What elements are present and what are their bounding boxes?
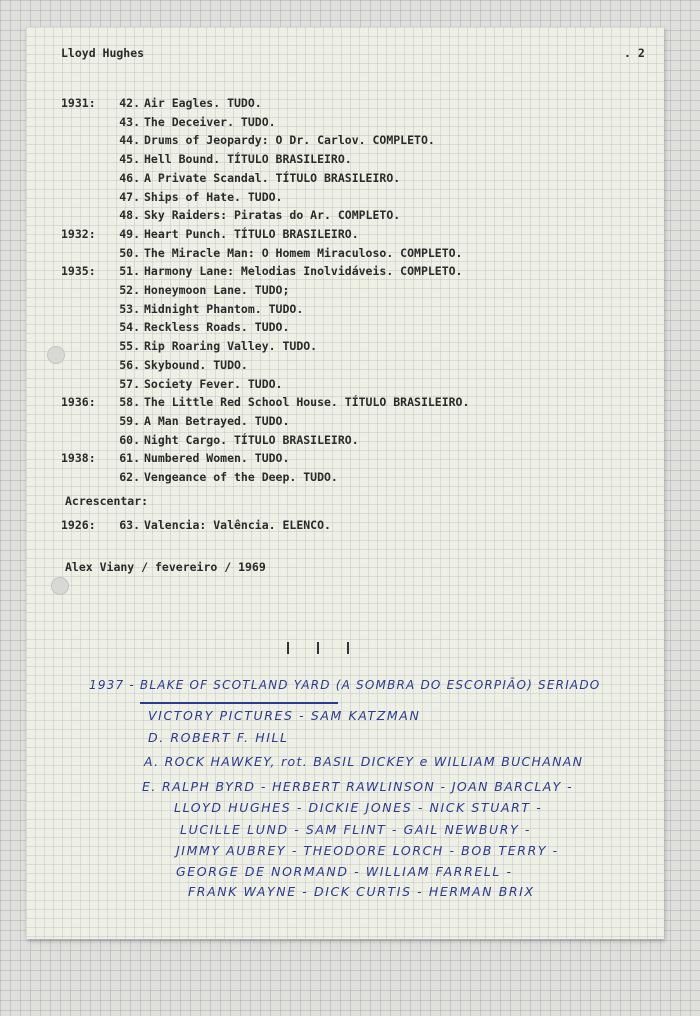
header-name: Lloyd Hughes xyxy=(61,46,145,60)
entry-number: 45. xyxy=(119,152,140,167)
entry-number: 43. xyxy=(119,114,140,129)
entry-title: The Miracle Man: O Homem Miraculoso. COMPLETO. xyxy=(144,245,463,260)
entry-title: Harmony Lane: Melodias Inolvidáveis. COMPLETO. xyxy=(144,264,463,279)
entry-title: Honeymoon Lane. TUDO; xyxy=(144,283,290,297)
page-number: . 2 xyxy=(624,46,645,60)
addendum-year: 1926: xyxy=(61,518,96,532)
punch-hole xyxy=(47,346,65,364)
entry-title: Air Eagles. TUDO. xyxy=(144,96,262,110)
handwritten-title: 1937 - BLAKE OF SCOTLAND YARD (A SOMBRA DO ESCORPIÃO) SERIADO xyxy=(89,678,601,692)
handwritten-cast: JIMMY AUBREY - THEODORE LORCH - BOB TERRY - xyxy=(176,843,559,858)
entry-number: 48. xyxy=(119,208,140,223)
entry-number: 52. xyxy=(119,283,140,297)
entry-title: Society Fever. TUDO. xyxy=(144,376,283,391)
entry-year: 1932: xyxy=(61,226,96,241)
entry-number: 59. xyxy=(119,413,140,428)
tick-mark xyxy=(287,642,289,654)
entry-title: Rip Roaring Valley. TUDO. xyxy=(144,339,318,354)
entry-number: 58. xyxy=(119,395,140,410)
handwritten-cast: LLOYD HUGHES - DICKIE JONES - NICK STUART - xyxy=(174,800,543,815)
entry-number: 61. xyxy=(119,451,140,466)
addendum-number: 63. xyxy=(119,518,140,532)
entry-title: Drums of Jeopardy: O Dr. Carlov. COMPLETO. xyxy=(144,133,435,148)
punch-hole xyxy=(51,577,69,595)
handwritten-cast: GEORGE DE NORMAND - WILLIAM FARRELL - xyxy=(176,864,513,879)
entry-number: 50. xyxy=(119,245,140,260)
tick-mark xyxy=(347,642,349,654)
entry-number: 55. xyxy=(119,339,140,354)
handwritten-writers: A. ROCK HAWKEY, rot. BASIL DICKEY e WILLIAM BUCHANAN xyxy=(144,754,584,769)
entry-title: Ships of Hate. TUDO. xyxy=(144,189,283,204)
entry-number: 56. xyxy=(119,357,140,372)
handwritten-director: D. ROBERT F. HILL xyxy=(148,730,289,745)
entry-title: Hell Bound. TÍTULO BRASILEIRO. xyxy=(144,152,352,167)
entry-title: Sky Raiders: Piratas do Ar. COMPLETO. xyxy=(144,208,401,223)
entry-number: 57. xyxy=(119,376,140,391)
entry-title: Night Cargo. TÍTULO BRASILEIRO. xyxy=(144,432,359,447)
entry-title: Heart Punch. TÍTULO BRASILEIRO. xyxy=(144,226,359,241)
entry-title: The Deceiver. TUDO. xyxy=(144,114,276,129)
entry-title: Numbered Women. TUDO. xyxy=(144,451,290,466)
entry-year: 1938: xyxy=(61,451,96,466)
handwritten-cast: FRANK WAYNE - DICK CURTIS - HERMAN BRIX xyxy=(188,884,535,899)
entry-number: 54. xyxy=(119,320,140,335)
entry-title: A Man Betrayed. TUDO. xyxy=(144,413,290,428)
entry-number: 62. xyxy=(119,470,140,484)
entry-number: 46. xyxy=(119,170,140,185)
entry-number: 60. xyxy=(119,432,140,447)
title-underline xyxy=(140,702,338,704)
addendum-heading: Acrescentar: xyxy=(65,494,149,508)
entry-number: 44. xyxy=(119,133,140,148)
entry-number: 51. xyxy=(119,264,140,279)
entry-number: 42. xyxy=(119,96,140,110)
entry-year: 1931: xyxy=(61,96,96,110)
addendum-title: Valencia: Valência. ELENCO. xyxy=(144,518,331,532)
entry-number: 47. xyxy=(119,189,140,204)
handwritten-cast: LUCILLE LUND - SAM FLINT - GAIL NEWBURY - xyxy=(180,822,531,837)
handwritten-studio: VICTORY PICTURES - SAM KATZMAN xyxy=(148,708,421,723)
entry-title: Midnight Phantom. TUDO. xyxy=(144,301,304,316)
entry-title: Vengeance of the Deep. TUDO. xyxy=(144,470,338,484)
signature-line: Alex Viany / fevereiro / 1969 xyxy=(65,560,266,574)
entry-title: A Private Scandal. TÍTULO BRASILEIRO. xyxy=(144,170,401,185)
entry-title: The Little Red School House. TÍTULO BRASILEIRO. xyxy=(144,395,470,410)
entry-year: 1935: xyxy=(61,264,96,279)
tick-mark xyxy=(317,642,319,654)
entry-title: Reckless Roads. TUDO. xyxy=(144,320,290,335)
entry-number: 49. xyxy=(119,226,140,241)
document-page xyxy=(26,27,664,939)
handwritten-cast: E. RALPH BYRD - HERBERT RAWLINSON - JOAN BARCLAY - xyxy=(142,779,573,794)
entry-number: 53. xyxy=(119,301,140,316)
entry-year: 1936: xyxy=(61,395,96,410)
entry-title: Skybound. TUDO. xyxy=(144,357,248,372)
